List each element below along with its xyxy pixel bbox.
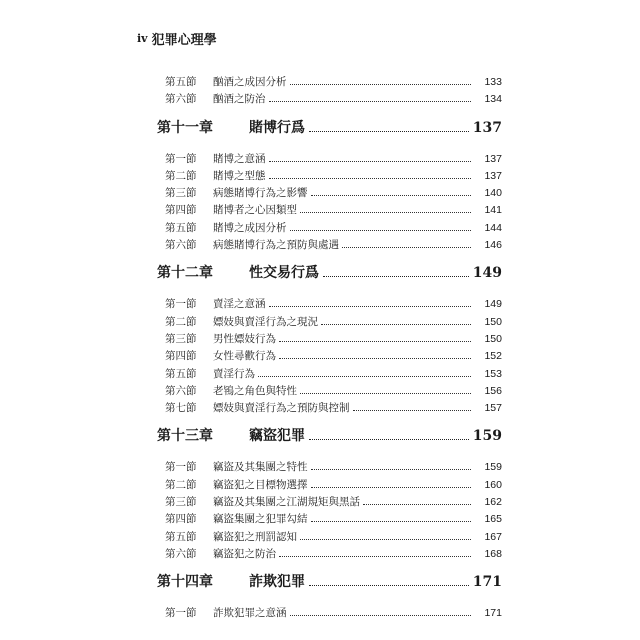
entry-title: 酗酒之成因分析 [213, 76, 287, 88]
entry-title: 病態賭博行為之影響 [213, 187, 308, 200]
entry-title: 賭博之型態 [213, 169, 266, 182]
page-ref: 171 [472, 574, 502, 591]
section-label: 第六節 [165, 547, 197, 560]
book-title: 犯罪心理學 [151, 32, 217, 48]
page-ref: 133 [484, 76, 502, 88]
page-ref: 150 [484, 332, 502, 345]
entry-title: 女性尋歡行為 [213, 350, 276, 363]
entry-title: 竊盜犯罪 [249, 428, 305, 445]
chapter-label: 第十三章 [157, 428, 213, 445]
toc-section-entry[interactable] [157, 91, 502, 108]
section-label: 第五節 [165, 221, 197, 234]
toc-section-entry[interactable] [157, 314, 502, 331]
leader-dots [269, 100, 472, 102]
toc-section-entry[interactable] [157, 331, 502, 348]
section-label: 第一節 [165, 298, 197, 311]
page-ref: 137 [484, 152, 502, 165]
toc-section-entry[interactable] [157, 383, 502, 400]
toc-section-entry[interactable] [157, 168, 502, 185]
toc-chapter-entry[interactable] [157, 571, 502, 599]
entry-title: 賭博之成因分析 [213, 221, 287, 234]
leader-dots [309, 130, 469, 132]
leader-dots [279, 555, 471, 557]
entry-title: 賭博之意涵 [213, 152, 266, 165]
section-label: 第一節 [165, 152, 197, 165]
toc-spacer [157, 563, 502, 569]
toc-spacer [157, 109, 502, 115]
entry-title: 竊盜犯之目標物選擇 [213, 478, 308, 491]
toc-section-entry[interactable] [157, 511, 502, 528]
chapter-label: 第十二章 [157, 265, 213, 282]
leader-dots [311, 194, 472, 196]
page-ref: 162 [484, 496, 502, 509]
entry-title: 詐欺犯罪之意涵 [213, 607, 287, 620]
page-ref: 144 [484, 221, 502, 234]
section-label: 第一節 [165, 461, 197, 474]
toc-section-entry[interactable] [157, 348, 502, 365]
section-label: 第二節 [165, 478, 197, 491]
entry-title: 酗酒之防治 [213, 93, 266, 106]
leader-dots [311, 486, 472, 488]
entry-title: 竊盜及其集團之特性 [213, 461, 308, 474]
leader-dots [363, 503, 471, 505]
section-label: 第五節 [165, 367, 197, 380]
entry-title: 嫖妓與賣淫行為之現況 [213, 315, 318, 328]
page-number: iv [137, 31, 148, 45]
leader-dots [269, 305, 472, 307]
toc-section-entry[interactable] [157, 220, 502, 237]
leader-dots [258, 375, 471, 377]
section-label: 第四節 [165, 513, 197, 526]
leader-dots [309, 438, 469, 440]
toc-section-entry[interactable] [157, 605, 502, 622]
page-ref: 137 [484, 169, 502, 182]
section-label: 第六節 [165, 93, 197, 106]
page-ref: 152 [484, 350, 502, 363]
toc-section-entry[interactable] [157, 494, 502, 511]
toc-section-entry[interactable] [157, 529, 502, 546]
section-label: 第二節 [165, 315, 197, 328]
entry-title: 賣淫之意涵 [213, 298, 266, 311]
entry-title: 竊盜犯之刑罰認知 [213, 530, 297, 543]
page-ref: 137 [472, 119, 502, 136]
toc-section-entry[interactable] [157, 202, 502, 219]
page-ref: 165 [484, 513, 502, 526]
section-label: 第六節 [165, 384, 197, 397]
section-label: 第四節 [165, 350, 197, 363]
chapter-label: 第十四章 [157, 574, 213, 591]
section-label: 第五節 [165, 530, 197, 543]
table-of-contents [157, 74, 502, 623]
page-ref: 140 [484, 187, 502, 200]
page-header [137, 28, 217, 48]
page-ref: 156 [484, 384, 502, 397]
toc-section-entry[interactable] [157, 400, 502, 417]
section-label: 第五節 [165, 76, 197, 88]
section-label: 第四節 [165, 204, 197, 217]
leader-dots [300, 392, 471, 394]
entry-title: 竊盜集團之犯罪勾結 [213, 513, 308, 526]
leader-dots [311, 468, 472, 470]
toc-section-entry[interactable] [157, 459, 502, 476]
leader-dots [309, 584, 469, 586]
page-ref: 168 [484, 547, 502, 560]
entry-title: 賭博行爲 [249, 119, 305, 136]
leader-dots [321, 323, 471, 325]
entry-title: 性交易行爲 [249, 265, 319, 282]
page-ref: 167 [484, 530, 502, 543]
leader-dots [300, 538, 471, 540]
leader-dots [290, 229, 472, 231]
leader-dots [279, 357, 471, 359]
entry-title: 男性嫖妓行為 [213, 332, 276, 345]
entry-title: 詐欺犯罪 [249, 574, 305, 591]
leader-dots [342, 246, 471, 248]
page-ref: 153 [484, 367, 502, 380]
leader-dots [323, 275, 469, 277]
section-label: 第一節 [165, 607, 197, 620]
leader-dots [290, 614, 472, 616]
toc-section-entry[interactable] [157, 74, 502, 91]
page-ref: 150 [484, 315, 502, 328]
page-ref: 157 [484, 402, 502, 415]
page-ref: 159 [484, 461, 502, 474]
section-label: 第二節 [165, 169, 197, 182]
page-ref: 149 [484, 298, 502, 311]
toc-section-entry[interactable] [157, 546, 502, 563]
page-ref: 159 [472, 428, 502, 445]
toc-section-entry[interactable] [157, 185, 502, 202]
toc-chapter-entry[interactable] [157, 425, 502, 453]
toc-section-entry[interactable] [157, 296, 502, 313]
toc-spacer [157, 254, 502, 260]
entry-title: 竊盜犯之防治 [213, 547, 276, 560]
toc-section-entry[interactable] [157, 151, 502, 168]
leader-dots [290, 83, 472, 85]
entry-title: 老鴇之角色與特性 [213, 384, 297, 397]
toc-chapter-entry[interactable] [157, 262, 502, 290]
page-ref: 141 [484, 204, 502, 217]
leader-dots [311, 520, 472, 522]
toc-section-entry[interactable] [157, 477, 502, 494]
toc-section-entry[interactable] [157, 237, 502, 254]
entry-title: 病態賭博行為之預防與處遇 [213, 239, 339, 252]
section-label: 第三節 [165, 187, 197, 200]
page-ref: 146 [484, 239, 502, 252]
chapter-label: 第十一章 [157, 119, 213, 136]
leader-dots [300, 211, 471, 213]
section-label: 第六節 [165, 239, 197, 252]
toc-spacer [157, 417, 502, 423]
section-label: 第三節 [165, 332, 197, 345]
leader-dots [269, 160, 472, 162]
page-ref: 160 [484, 478, 502, 491]
leader-dots [353, 409, 472, 411]
entry-title: 竊盜及其集團之江湖規矩與黑話 [213, 496, 360, 509]
entry-title: 嫖妓與賣淫行為之預防與控制 [213, 402, 350, 415]
page-ref: 134 [484, 93, 502, 106]
entry-title: 賣淫行為 [213, 367, 255, 380]
toc-section-entry[interactable] [157, 366, 502, 383]
leader-dots [269, 177, 472, 179]
toc-chapter-entry[interactable] [157, 117, 502, 145]
page-ref: 149 [472, 265, 502, 282]
leader-dots [279, 340, 471, 342]
section-label: 第七節 [165, 402, 197, 415]
page-ref: 171 [484, 607, 502, 620]
entry-title: 賭博者之心因類型 [213, 204, 297, 217]
section-label: 第三節 [165, 496, 197, 509]
